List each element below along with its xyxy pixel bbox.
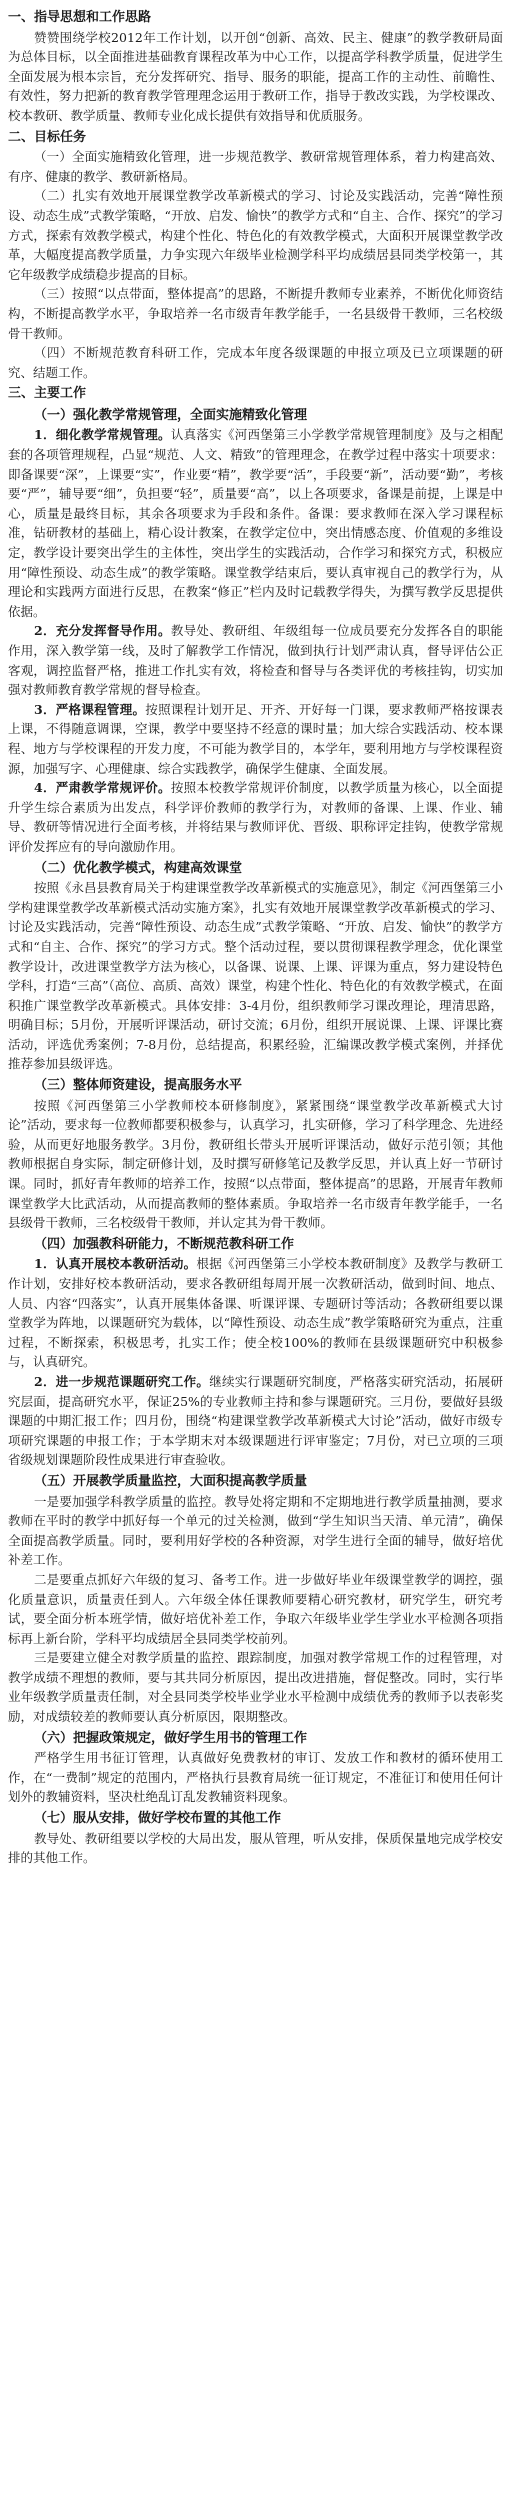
subsection-heading: （四）加强教科研能力，不断规范教科研工作 (34, 1236, 295, 1252)
paragraph-lead: 2．进一步规范课题研究工作。 (34, 1373, 210, 1389)
paragraph (8, 621, 503, 699)
paragraph: （三）按照“以点带面，整体提高”的思路，不断提升教师专业素养，不断优化师资结构，不断提高教学水平，争取培养一名市级青年教学能手，一名县级骨干教师，三名校级骨干教师。 (8, 286, 503, 341)
paragraph-body: 继续实行课题研究制度，严格落实研究活动，拓展研究层面，提高研究水平，保证25%的专业教师主持和参与课题研究。三月份，要做好县级课题的中期汇报工作；四月份，围绕“构建课堂教学改革新模式大讨论”活动，做好市级专项研究课题的申报工作；于本学期末对本级课题进行评审鉴定；7月份，对已立项的三项省级规划课题阶段性成果进行审查验收。 (8, 1373, 503, 1468)
paragraph-lead: 2．充分发挥督导作用。 (34, 623, 171, 639)
paragraph: 三是要建立健全对教学质量的监控、跟踪制度，加强对教学常规工作的过程管理，对教学成绩不理想的教师，要与其共同分析原因，提出改进措施，督促整改。同时，实行毕业年级教学质量责任制，对全县同类学校毕业学业水平检测中成绩优秀的教师予以表彰奖励，对成绩较差的教师要认真分析原因，限期整改。 (8, 1650, 503, 1725)
paragraph: 赞赞围绕学校2012年工作计划，以开创“创新、高效、民主、健康”的教学教研局面为总体目标，以全面推进基础教育课程改革为中心工作，以提高学科教学质量，促进学生全面发展为根本宗旨，充分发挥研究、指导、服务的职能，提高工作的主动性、前瞻性、有效性，努力把新的教育教学管理理念运用于教研工作，指导于教改实践，为学校课改、校本教研、教学质量、教师专业化成长提供有效指导和优质服务。 (8, 29, 503, 123)
paragraph: 教导处、教研组要以学校的大局出发，服从管理，听从安排，保质保量地完成学校安排的其他工作。 (8, 1830, 503, 1866)
subsection-heading: （七）服从安排，做好学校布置的其他工作 (34, 1811, 282, 1827)
paragraph (8, 778, 503, 856)
paragraph: （一）全面实施精致化管理，进一步规范教学、教研常规管理体系，着力构建高效、有序、健康的教学、教研新格局。 (8, 149, 503, 184)
paragraph-body: 教导处、教研组、年级组每一位成员要充分发挥各自的职能作用，深入教学第一线，及时了解教学工作情况，做到执行计划严肃认真，督导评估公正客观，调控监督严格，推进工作扎实有效，将检查和督导与各类评优的考核挂钩，切实加强对教师教育教学常规的督导检查。 (8, 623, 503, 698)
section-heading: 三、主要工作 (8, 386, 87, 402)
paragraph-body: 认真落实《河西堡第三小学教学常规管理制度》及与之相配套的各项管理规程，凸显“规范、人文、精致”的管理理念，在教学过程中落实十项要求：即备课要“深”，上课要“实”，作业要“精”，教学要“活”，手段要“新”，活动要“勤”，考核要“严”，辅导要“细”，负担要“轻”，质量要“高”，以上各项要求，备课是前提，上课是中心，质量是最终目标，其余各项要求为手段和条件。备课：要求教师在深入学习课程标准，钻研教材的基础上，精心设计教案，在教学定位中，突出情感态度、价值观的多维设定，教学设计要突出学生的主体性，突出学生的实践活动，合作学习和探究方式，积极应用“障性预设、动态生成”的教学策略。课堂教学结束后，要认真审视自己的教学行为，从理论和实践两方面进行反思，在教案“修正”栏内及时记载教学得失，为撰写教学反思提供依据。 (8, 427, 503, 619)
paragraph: 按照《河西堡第三小学教师校本研修制度》，紧紧围绕“课堂教学改革新模式大讨论”活动，要求每一位教师都要积极参与，认真学习，扎实研修，学习了科学理念、先进经验，从而更好地服务教学。3月份，教研组长带头开展听评课活动，做好示范引领；其他教师根据自身实际，制定研修计划，及时撰写研修笔记及教学反思，并认真上好一节研讨课。同时，抓好青年教师的培养工作，按照“以点带面，整体提高”的思路，开展青年教师课堂教学大比武活动，从而提高教师的整体素质。争取培养一名市级青年教学能手，一名县级骨干教师，三名校级骨干教师，并认定其为骨干教师。 (8, 1097, 503, 1231)
paragraph-lead: 4．严肃教学常规评价。 (34, 780, 171, 796)
paragraph-lead: 1．认真开展校本教研活动。 (34, 1256, 197, 1272)
subsection-heading: （二）优化教学模式，构建高效课堂 (34, 860, 243, 876)
paragraph (8, 425, 503, 621)
subsection-heading: （五）开展教学质量监控，大面积提高教学质量 (34, 1473, 308, 1489)
paragraph-body: 根据《河西堡第三小学校本教研制度》及教学与教研工作计划，安排好校本教研活动，要求各教研组每周开展一次教研活动，做到时间、地点、人员、内容“四落实”，认真开展集体备课、听课评课、专题研讨等活动；各教研组要以课堂教学为阵地，以课题研究为载体，以“障性预设、动态生成”教学策略研究为重点，注重过程，不断探索，积极思考，扎实工作；使全校100%的教师在县级课题研究中积极参与，认真研究。 (8, 1256, 503, 1370)
paragraph (8, 1254, 503, 1372)
paragraph: （四）不断规范教育科研工作，完成本年度各级课题的申报立项及已立项课题的研究、结题工作。 (8, 345, 503, 380)
paragraph (8, 1372, 503, 1470)
section-heading: 二、目标任务 (8, 129, 87, 145)
paragraph: 严格学生用书征订管理，认真做好免费教材的审订、发放工作和教材的循环使用工作，在“一费制”规定的范围内，严格执行县教育局统一征订规定，不准征订和使用任何计划外的教辅资料，坚决杜绝乱订乱发教辅资料现象。 (8, 1750, 503, 1805)
paragraph (8, 700, 503, 778)
subsection-heading: （三）整体师资建设，提高服务水平 (34, 1078, 243, 1094)
paragraph-body: 按照本校教学常规评价制度，以教学质量为核心，以全面提升学生综合素质为出发点，科学评价教师的教学行为，对教师的备课、上课、作业、辅导、教研等情况进行全面考核，并将结果与教师评优、晋级、职称评定挂钩，使教学常规评价发挥应有的导向激励作用。 (8, 780, 503, 854)
paragraph-lead: 1．细化教学常规管理。 (34, 427, 171, 443)
paragraph-body: 按照课程计划开足、开齐、开好每一门课，要求教师严格按课表上课，不得随意调课，空课，教学中要坚持不经意的课时量；加大综合实践活动、校本课程、地方与学校课程的开发力度，不可能为教学目的，本学年，要利用地方与学校课程资源，加强写字、心理健康、综合实践教学，确保学生健康、全面发展。 (8, 701, 503, 776)
paragraph: （二）扎实有效地开展课堂教学改革新模式的学习、讨论及实践活动，完善“障性预设、动态生成”式教学策略，“开放、启发、愉快”的教学方式和“自主、合作、探究”的学习方式，探索有效教学模式，构建个性化、特色化的有效教学模式，大面积开展课堂教学改革，大幅度提高教学质量，力争实现六年级毕业检测学科平均成绩居县同类学校第一，其它年级教学成绩稳步提高的目标。 (8, 188, 503, 282)
subsection-heading: （六）把握政策规定，做好学生用书的管理工作 (34, 1730, 308, 1746)
paragraph-lead: 3．严格课程管理。 (34, 701, 146, 717)
subsection-heading: （一）强化教学常规管理，全面实施精致化管理 (34, 407, 308, 423)
document-page (8, 0, 503, 1868)
paragraph: 二是要重点抓好六年级的复习、备考工作。进一步做好毕业年级课堂教学的调控，强化质量意识，质量责任到人。六年级全体任课教师要精心研究教材，研究学生，研究考试，要全面分析本班学情，做好培优补差工作，争取六年级毕业学生学业水平检测各项指标再上新台阶，学科平均成绩居全县同类学校前列。 (8, 1571, 503, 1646)
paragraph: 一是要加强学科教学质量的监控。教导处将定期和不定期地进行教学质量抽测，要求教师在平时的教学中抓好每一个单元的过关检测，做到“学生知识当天清、单元清”，确保全面提高教学质量。同时，要利用好学校的各种资源，对学生进行全面的辅导，做好培优补差工作。 (8, 1493, 503, 1568)
section-heading: 一、指导思想和工作思路 (8, 10, 152, 25)
paragraph: 按照《永昌县教育局关于构建课堂教学改革新模式的实施意见》，制定《河西堡第三小学构建课堂教学改革新模式活动实施方案》，扎实有效地开展课堂教学改革新模式的学习、讨论及实践活动，完善“障性预设、动态生成”式教学策略、“开放、启发、愉快”的教学方式和“自主、合作、探究”的学习方式。整个活动过程，要以贯彻课程教学理念，优化课堂教学设计，改进课堂教学方法为核心，以备课、说课、上课、评课为重点，努力建设特色学科，打造“三高”（高位、高质、高效）课堂，构建个性化、特色化的有效教学模式，在面积推广课堂教学改革新模式。具体安排：3-4月份，组织教师学习课改理论，理清思路，明确目标；5月份，开展听评课活动，研讨交流；6月份，组织开展说课、上课、评课比赛活动，评选优秀案例；7-8月份，总结提高，积累经验，汇编课改教学模式案例，并择优推荐参加县级评选。 (8, 880, 503, 1072)
